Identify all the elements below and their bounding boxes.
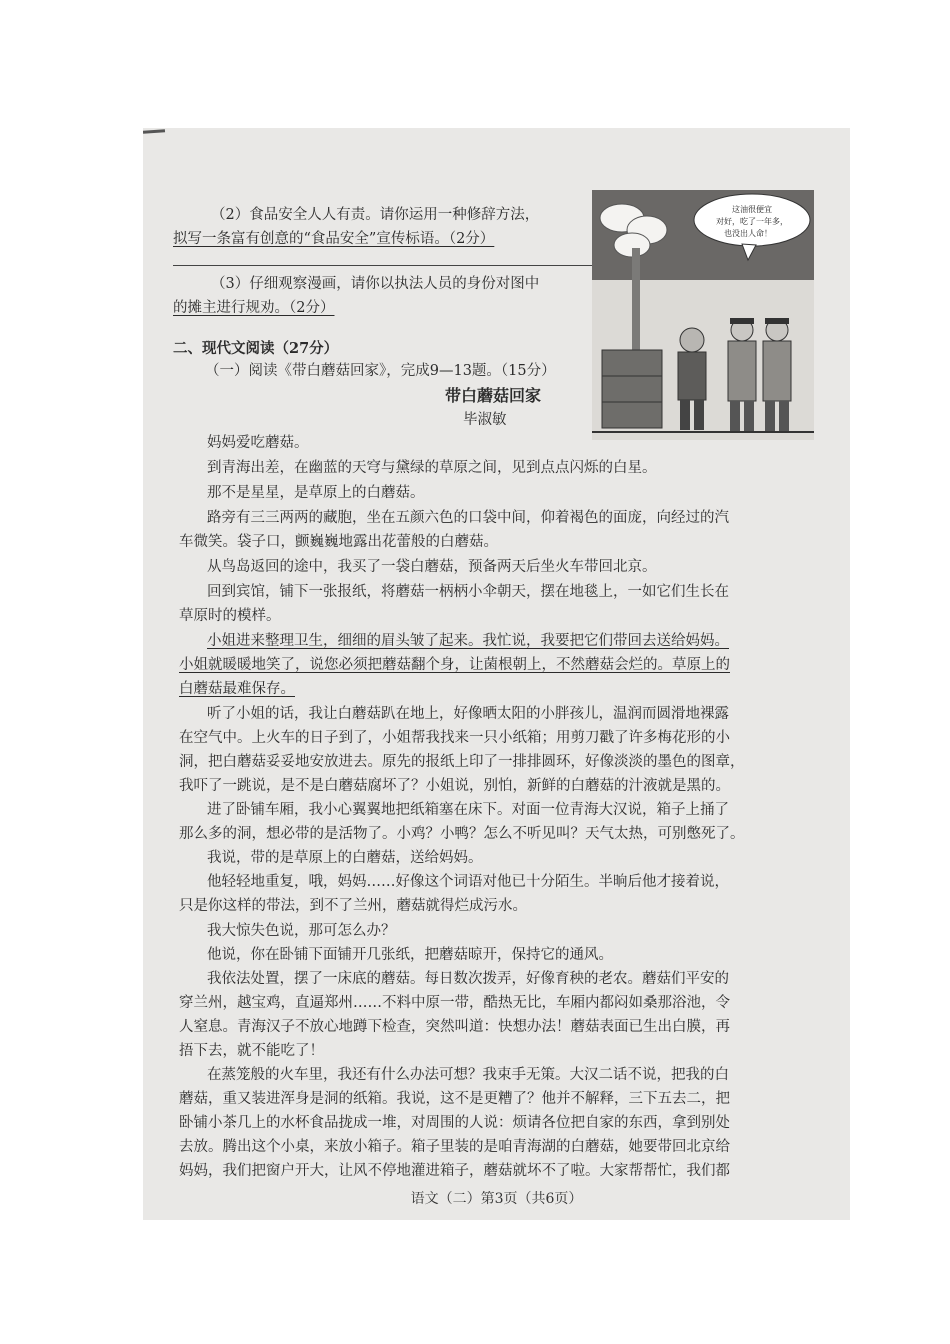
paragraph-line: 回到宾馆，铺下一张报纸，将蘑菇一柄柄小伞朝天，摆在地毯上，一如它们生长在 (207, 584, 729, 600)
question-2-line-2: 拟写一条富有创意的“食品安全”宣传标语。（2分） (173, 231, 495, 247)
paragraph-line: 妈妈爱吃蘑菇。 (207, 435, 309, 451)
article-title: 带白蘑菇回家 (445, 386, 542, 405)
paragraph-line: 卧铺小茶几上的水杯食品拢成一堆，对周围的人说：烦请各位把自家的东西，拿到别处 (179, 1115, 730, 1131)
underlined-paragraph-line: 白蘑菇最难保存。 (179, 681, 295, 697)
reading-instruction: （一）阅读《带白蘑菇回家》，完成9—13题。（15分） (205, 363, 556, 379)
paragraph-line: 蘑菇，重又装进浑身是洞的纸箱。我说，这不是更糟了？他并不解释，三下五去二，把 (179, 1091, 730, 1107)
section-heading: 二、现代文阅读（27分） (173, 340, 339, 357)
paragraph-line: 草原时的模样。 (179, 608, 281, 624)
paragraph-line: 捂下去，就不能吃了！ (179, 1043, 324, 1059)
paragraph-line: 他说，你在卧铺下面铺开几张纸，把蘑菇晾开，保持它的通风。 (207, 947, 613, 963)
paragraph-line: 我吓了一跳说，是不是白蘑菇腐坏了？小姐说，别怕，新鲜的白蘑菇的汁液就是黑的。 (179, 778, 730, 794)
speech-line-3: 也没出人命！ (724, 229, 772, 238)
paragraph-line: 进了卧铺车厢，我小心翼翼地把纸箱塞在床下。对面一位青海大汉说，箱子上捅了 (207, 802, 729, 818)
paragraph-line: 人窒息。青海汉子不放心地蹲下检查，突然叫道：快想办法！蘑菇表面已生出白膜，再 (179, 1019, 730, 1035)
paragraph-line: 那不是星星，是草原上的白蘑菇。 (207, 485, 425, 501)
paragraph-line: 在蒸笼般的火车里，我还有什么办法可想？我束手无策。大汉二话不说，把我的白 (207, 1067, 729, 1083)
underlined-paragraph-line: 小姐进来整理卫生，细细的眉头皱了起来。我忙说，我要把它们带回去送给妈妈。 (207, 633, 729, 649)
corner-mark (143, 129, 165, 134)
article-author: 毕淑敏 (463, 412, 507, 428)
paragraph-line: 去放。腾出这个小桌，来放小箱子。箱子里装的是咱青海湖的白蘑菇，她要带回北京给 (179, 1139, 730, 1155)
page-footer: 语文（二）第3页（共6页） (410, 1191, 583, 1207)
question-2-line-1: （2）食品安全人人有责。请你运用一种修辞方法， (211, 207, 540, 223)
answer-rule (173, 265, 593, 266)
paragraph-line: 听了小姐的话，我让白蘑菇趴在地上，好像晒太阳的小胖孩儿，温润而圆滑地裸露 (207, 706, 729, 722)
scanned-exam-page (143, 128, 850, 1220)
speech-line-2: 对好，吃了一年多， (716, 217, 788, 226)
speech-line-1: 这油很便宜 (732, 205, 772, 214)
question-3-line-2: 的摊主进行规劝。（2分） (173, 300, 335, 316)
paragraph-line: 洞，把白蘑菇妥妥地安放进去。原先的报纸上印了一排排圆环，好像淡淡的墨色的图章， (179, 754, 745, 770)
paragraph-line: 车微笑。袋子口，颤巍巍地露出花蕾般的白蘑菇。 (179, 534, 498, 550)
paragraph-line: 从鸟岛返回的途中，我买了一袋白蘑菇，预备两天后坐火车带回北京。 (207, 559, 657, 575)
paragraph-line: 穿兰州，越宝鸡，直逼郑州……不料中原一带，酷热无比，车厢内都闷如桑那浴池，令 (179, 995, 730, 1011)
paragraph-line: 只是你这样的带法，到不了兰州，蘑菇就得烂成污水。 (179, 898, 527, 914)
paragraph-line: 他轻轻地重复，哦，妈妈……好像这个词语对他已十分陌生。半晌后他才接着说， (207, 874, 729, 890)
paragraph-line: 妈妈，我们把窗户开大，让风不停地灌进箱子，蘑菇就坏不了啦。大家帮帮忙，我们都 (179, 1163, 730, 1179)
paragraph-line: 我大惊失色说，那可怎么办？ (207, 923, 396, 939)
paragraph-line: 那么多的洞，想必带的是活物了。小鸡？小鸭？怎么不听见叫？天气太热，可别憋死了。 (179, 826, 745, 842)
underlined-paragraph-line: 小姐就暖暖地笑了，说您必须把蘑菇翻个身，让菌根朝上，不然蘑菇会烂的。草原上的 (179, 657, 730, 673)
paragraph-line: 到青海出差，在幽蓝的天穹与黛绿的草原之间，见到点点闪烁的白星。 (207, 460, 657, 476)
cartoon-drawing (592, 190, 814, 440)
question-3-line-1: （3）仔细观察漫画，请你以执法人员的身份对图中 (211, 276, 540, 292)
cartoon-illustration (592, 190, 814, 440)
paragraph-line: 我说，带的是草原上的白蘑菇，送给妈妈。 (207, 850, 483, 866)
paragraph-line: 在空气中。上火车的日子到了，小姐帮我找来一只小纸箱；用剪刀戳了许多梅花形的小 (179, 730, 730, 746)
paragraph-line: 我依法处置，摆了一床底的蘑菇。每日数次拨弄，好像育秧的老农。蘑菇们平安的 (207, 971, 729, 987)
paragraph-line: 路旁有三三两两的藏胞，坐在五颜六色的口袋中间，仰着褐色的面庞，向经过的汽 (207, 510, 729, 526)
